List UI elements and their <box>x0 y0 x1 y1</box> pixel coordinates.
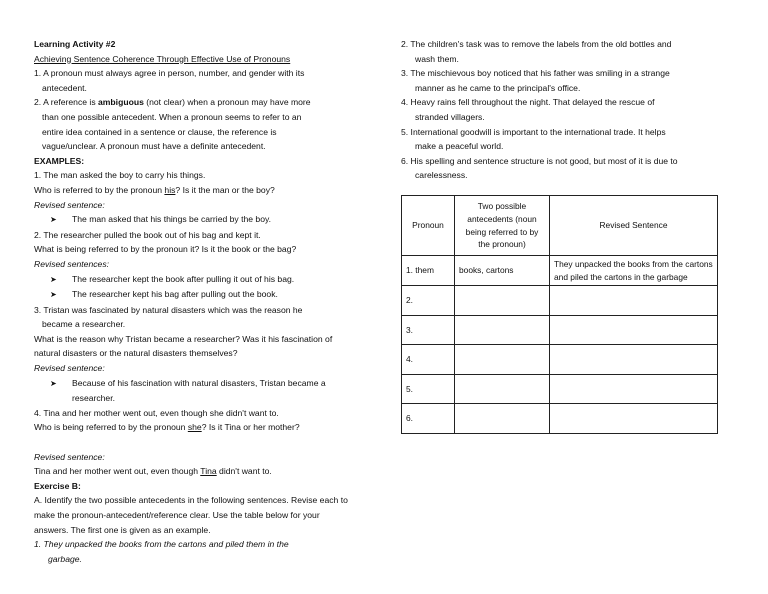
rule-1-line-1: 1. A pronoun must always agree in person, number, and gender with its <box>34 68 305 79</box>
exercise-item-4-line-1: 4. Heavy rains fell throughout the night. That delayed the rescue of <box>401 97 655 108</box>
example-4-revision <box>34 464 364 479</box>
header-pronoun: Pronoun <box>402 196 455 256</box>
row-revised <box>550 404 718 434</box>
table-row <box>402 256 718 286</box>
row-number: 4. <box>402 345 455 375</box>
row-antecedents <box>455 286 550 316</box>
example-2: 2. The researcher pulled the book out of his bag and kept it. <box>34 229 261 240</box>
revised-sentence-label-1: Revised sentence: <box>34 199 105 210</box>
example-4-question <box>34 420 364 435</box>
name-tina: Tina <box>200 466 217 477</box>
exercise-item-5-line-2: make a peaceful world. <box>415 141 504 152</box>
exercise-heading: Exercise B: <box>34 480 81 491</box>
row-antecedents <box>455 374 550 404</box>
activity-title: Learning Activity #2 <box>34 39 116 49</box>
row-antecedents <box>455 345 550 375</box>
exercise-instructions-1: A. Identify the two possible antecedents in the following sentences. Revise each to <box>34 495 348 506</box>
example-2-revision-2 <box>34 287 364 303</box>
activity-subtitle: Achieving Sentence Coherence Through Effective Use of Pronouns <box>34 53 291 64</box>
arrowhead-bullet-icon: ➤ <box>50 290 57 300</box>
arrowhead-bullet-icon: ➤ <box>50 215 57 225</box>
table-header-row <box>402 196 718 256</box>
example-1: 1. The man asked the boy to carry his things. <box>34 170 206 181</box>
example-1-question <box>34 183 364 198</box>
table-row <box>402 286 718 316</box>
row-number: 2. <box>402 286 455 316</box>
row-antecedents <box>455 404 550 434</box>
example-1-revision <box>34 212 364 228</box>
exercise-item-1-line-1: 1. They unpacked the books from the cartons and piled them in the <box>34 539 289 550</box>
spacer <box>34 435 364 450</box>
example-1-question-pre: Who is referred to by the pronoun <box>34 184 165 195</box>
pronoun-she: she <box>187 422 202 433</box>
examples-heading: EXAMPLES: <box>34 155 85 166</box>
rule-2-line-3: entire idea contained in a sentence or clause, the reference is <box>42 126 277 137</box>
pronoun-his: his <box>164 184 176 195</box>
example-3-line-1: 3. Tristan was fascinated by natural disasters which was the reason he <box>34 304 303 315</box>
example-3-question-2: natural disasters or the natural disasters themselves? <box>34 348 238 359</box>
rule-2-line-1 <box>34 95 364 110</box>
row-revised: They unpacked the books from the cartons and piled the cartons in the garbage <box>550 256 718 286</box>
exercise-instructions-3: answers. The first one is given as an example. <box>34 524 211 535</box>
example-2-revision-2-text: The researcher kept his bag after pulling out the book. <box>72 289 278 300</box>
example-4-revision-post: didn't want to. <box>216 466 272 477</box>
arrowhead-bullet-icon: ➤ <box>50 378 57 388</box>
exercise-item-3-line-2: manner as he came to the principal's office. <box>415 82 581 93</box>
right-column <box>401 37 721 183</box>
header-antecedents: Two possible antecedents (noun being referred to by the pronoun) <box>455 196 550 256</box>
row-antecedents <box>455 315 550 345</box>
example-2-revision-1-text: The researcher kept the book after pulling it out of his bag. <box>72 273 295 284</box>
antecedent-table <box>401 195 718 434</box>
rule-2-text-pre: 2. A reference is <box>34 97 99 108</box>
rule-2-text-post: (not clear) when a pronoun may have more <box>143 97 311 108</box>
header-revised-sentence: Revised Sentence <box>550 196 718 256</box>
exercise-item-2-line-1: 2. The children's task was to remove the labels from the old bottles and <box>401 39 672 49</box>
example-4: 4. Tina and her mother went out, even though she didn't want to. <box>34 407 279 418</box>
example-4-revision-pre: Tina and her mother went out, even though <box>34 466 201 477</box>
example-1-question-post: ? Is it the man or the boy? <box>175 184 275 195</box>
row-number: 5. <box>402 374 455 404</box>
row-number: 3. <box>402 315 455 345</box>
left-column <box>34 37 364 566</box>
revised-sentences-label-2: Revised sentences: <box>34 258 109 269</box>
row-revised <box>550 286 718 316</box>
rule-1-line-2: antecedent. <box>42 82 87 93</box>
exercise-item-5-line-1: 5. International goodwill is important to the international trade. It helps <box>401 126 666 137</box>
example-2-revision-1 <box>34 272 364 288</box>
example-3-line-2: became a researcher. <box>42 319 126 330</box>
example-3-revision-cont: researcher. <box>72 393 115 404</box>
row-revised <box>550 315 718 345</box>
exercise-instructions-2: make the pronoun-antecedent/reference clear. Use the table below for your <box>34 510 320 520</box>
exercise-item-1-line-2: garbage. <box>48 553 82 564</box>
example-3-revision-text: Because of his fascination with natural disasters, Tristan became a <box>72 377 326 388</box>
exercise-item-3-line-1: 3. The mischievous boy noticed that his father was smiling in a strange <box>401 68 670 79</box>
example-4-question-pre: Who is being referred to by the pronoun <box>34 422 188 433</box>
example-3-revision <box>34 376 364 392</box>
example-3-question-1: What is the reason why Tristan became a researcher? Was it his fascination of <box>34 333 333 344</box>
ambiguous-term: ambiguous <box>98 97 144 108</box>
table-row <box>402 315 718 345</box>
rule-2-line-4: vague/unclear. A pronoun must have a definite antecedent. <box>42 141 266 152</box>
rule-2-line-2: than one possible antecedent. When a pronoun seems to refer to an <box>42 111 302 122</box>
example-1-revision-text: The man asked that his things be carried by the boy. <box>72 214 272 225</box>
example-2-question: What is being referred to by the pronoun it? Is it the book or the bag? <box>34 244 297 255</box>
row-revised <box>550 374 718 404</box>
exercise-item-6-line-1: 6. His spelling and sentence structure is not good, but most of it is due to <box>401 155 678 166</box>
row-number: 1. them <box>402 256 455 286</box>
table-row <box>402 345 718 375</box>
example-4-question-post: ? Is it Tina or her mother? <box>201 422 300 433</box>
arrowhead-bullet-icon: ➤ <box>50 274 57 284</box>
row-number: 6. <box>402 404 455 434</box>
table-row <box>402 404 718 434</box>
table-row <box>402 374 718 404</box>
row-revised <box>550 345 718 375</box>
row-antecedents: books, cartons <box>455 256 550 286</box>
exercise-item-4-line-2: stranded villagers. <box>415 111 485 122</box>
revised-sentence-label-4: Revised sentence: <box>34 451 105 462</box>
exercise-item-2-line-2: wash them. <box>415 53 459 64</box>
exercise-item-6-line-2: carelessness. <box>415 170 468 181</box>
revised-sentence-label-3: Revised sentence: <box>34 363 105 374</box>
